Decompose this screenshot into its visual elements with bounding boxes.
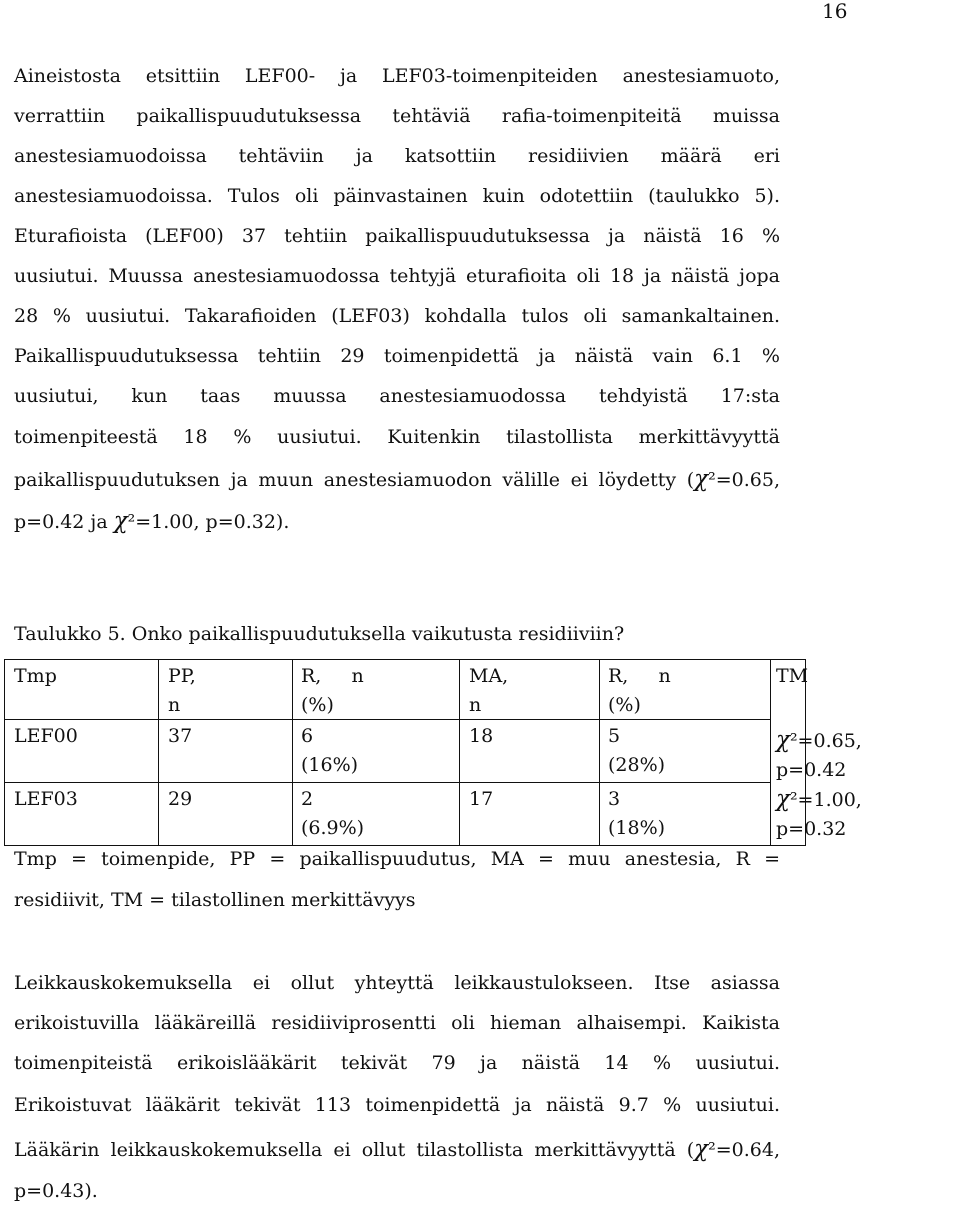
text-segment: ²=0.64, — [708, 1139, 780, 1161]
chi-symbol: χ — [694, 466, 709, 492]
cell-text: (6.9%) — [301, 817, 365, 839]
text-line: Eturafioista (LEF00) 37 tehtiin paikallispuudutuksessa ja näistä 16 % — [14, 225, 780, 247]
text-line: anestesiamuodoissa. Tulos oli päinvastainen kuin odotettiin (taulukko 5). — [14, 185, 780, 207]
text-segment: ²=0.65, — [708, 469, 780, 491]
text-segment: Lääkärin leikkauskokemuksella ei ollut tilastollista merkittävyyttä ( — [14, 1139, 695, 1161]
cell-text: (16%) — [301, 754, 359, 776]
chi-symbol: χ — [776, 727, 790, 753]
cell-text: 2 — [301, 788, 314, 810]
header-text: (%) — [301, 694, 334, 716]
text-line: toimenpiteestä 18 % uusiutui. Kuitenkin tilastollista merkittävyyttä — [14, 426, 780, 448]
header-tmp — [14, 662, 57, 691]
table-row-lef00-r-pp — [301, 722, 358, 780]
table-row-lef03-tmp: LEF03 — [14, 788, 78, 810]
header-text: Tmp — [14, 665, 57, 687]
text-line: 28 % uusiutui. Takarafioiden (LEF03) kohdalla tulos oli samankaltainen. — [14, 305, 780, 327]
text-segment: paikallispuudutuksen ja muun anestesiamuodon välille ei löydetty ( — [14, 469, 695, 491]
chi-symbol: χ — [776, 786, 790, 812]
table-row-lef00-r-ma — [608, 722, 665, 780]
table-row-lef00-ma: 18 — [469, 725, 494, 747]
table-column-divider — [459, 659, 460, 846]
header-text: n — [168, 694, 181, 716]
table-column-divider — [158, 659, 159, 846]
text-line: Paikallispuudutuksessa tehtiin 29 toimenpidettä ja näistä vain 6.1 % — [14, 345, 780, 367]
text-line: residiivit, TM = tilastollinen merkittävyys — [14, 889, 416, 911]
header-text: (%) — [608, 694, 641, 716]
header-text: MA, — [469, 665, 509, 687]
text-segment: p=0.42 ja — [14, 511, 114, 533]
table-footnote — [14, 838, 780, 920]
paragraph-anesthesia-results — [14, 56, 780, 542]
cell-text: (18%) — [608, 817, 666, 839]
text-line: Leikkauskokemuksella ei ollut yhteyttä leikkaustulokseen. Itse asiassa — [14, 972, 780, 994]
text-line: Erikoistuvat lääkärit tekivät 113 toimenpidettä ja näistä 9.7 % uusiutui. — [14, 1094, 780, 1116]
header-tm — [776, 662, 808, 691]
table-row-lef03-tm — [776, 785, 862, 844]
table-row-lef00-pp: 37 — [168, 725, 193, 747]
table-row-divider — [4, 782, 770, 783]
paragraph-surgeon-experience — [14, 963, 780, 1211]
text-line-chi-square — [14, 500, 780, 542]
cell-text: 3 — [608, 788, 621, 810]
header-pp — [168, 662, 196, 720]
text-line: uusiutui, kun taas muussa anestesiamuodossa tehdyistä 17:sta — [14, 385, 780, 407]
text-line: p=0.43). — [14, 1180, 98, 1202]
table-row-lef00-tmp: LEF00 — [14, 725, 78, 747]
header-text: n — [469, 694, 482, 716]
cell-text: ²=1.00, — [789, 789, 862, 811]
header-r-ma — [608, 662, 671, 720]
header-text: TM — [776, 665, 809, 687]
text-segment: ²=1.00, p=0.32). — [127, 511, 290, 533]
text-line: uusiutui. Muussa anestesiamuodossa tehtyjä eturafioita oli 18 ja näistä jopa — [14, 265, 780, 287]
table-border-top — [4, 659, 806, 660]
table-row-lef00-tm — [776, 726, 862, 785]
text-line: Aineistosta etsittiin LEF00- ja LEF03-toimenpiteiden anestesiamuoto, — [14, 65, 780, 87]
table-row-lef03-ma: 17 — [469, 788, 494, 810]
text-line: erikoistuvilla lääkäreillä residiiviprosentti oli hieman alhaisempi. Kaikista — [14, 1012, 780, 1034]
cell-text: p=0.32 — [776, 818, 847, 840]
text-line: verrattiin paikallispuudutuksessa tehtäviä rafia-toimenpiteitä muissa — [14, 105, 780, 127]
table-column-divider — [599, 659, 600, 846]
table-row-lef03-pp: 29 — [168, 788, 193, 810]
text-line-chi-square — [14, 1127, 780, 1171]
header-r-pp — [301, 662, 364, 720]
text-line: Tmp = toimenpide, PP = paikallispuudutus, MA = muu anestesia, R = — [14, 848, 780, 870]
header-ma — [469, 662, 508, 720]
chi-symbol: χ — [113, 508, 128, 534]
table-column-divider — [292, 659, 293, 846]
cell-text: p=0.42 — [776, 759, 847, 781]
cell-text: 6 — [301, 725, 314, 747]
results-table — [4, 659, 862, 846]
header-text: PP, — [168, 665, 196, 687]
table-caption: Taulukko 5. Onko paikallispuudutuksella vaikutusta residiiviin? — [14, 623, 625, 645]
table-column-divider — [4, 659, 5, 846]
cell-text: ²=0.65, — [789, 730, 862, 752]
table-row-lef03-r-pp — [301, 785, 364, 843]
chi-symbol: χ — [694, 1136, 709, 1162]
header-text: R, n — [301, 665, 364, 687]
page-number: 16 — [822, 0, 848, 23]
text-line-chi-square — [14, 458, 780, 500]
text-line: toimenpiteistä erikoislääkärit tekivät 79 ja näistä 14 % uusiutui. — [14, 1052, 780, 1074]
cell-text: 5 — [608, 725, 621, 747]
text-line: anestesiamuodoissa tehtäviin ja katsottiin residiivien määrä eri — [14, 145, 780, 167]
table-row-lef03-r-ma — [608, 785, 665, 843]
header-text: R, n — [608, 665, 671, 687]
table-column-divider — [770, 659, 771, 846]
cell-text: (28%) — [608, 754, 666, 776]
